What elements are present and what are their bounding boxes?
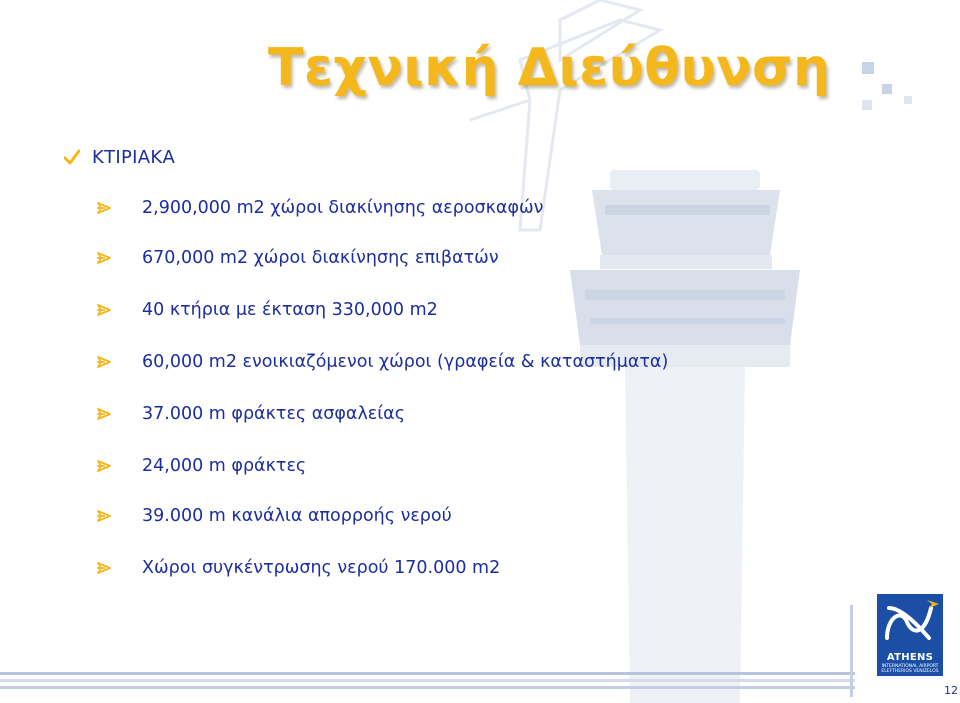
list-item-text: 60,000 m2 ενοικιαζόμενοι χώροι (γραφεία & καταστήματα)	[142, 352, 669, 372]
list-item-text: 40 κτήρια με έκταση 330,000 m2	[142, 300, 438, 320]
plane-icon	[96, 250, 112, 266]
plane-icon	[96, 354, 112, 370]
list-item	[96, 500, 452, 532]
decorative-bar	[0, 686, 855, 689]
plane-icon	[96, 458, 112, 474]
list-item	[96, 242, 499, 274]
logo-subtitle: ELEFTHERIOS VENIZELOS	[881, 669, 939, 674]
decorative-square	[862, 100, 872, 110]
decorative-bar	[0, 672, 855, 675]
decorative-square	[862, 62, 874, 74]
plane-icon	[96, 200, 112, 216]
list-item-text: 39.000 m κανάλια απορροής νερού	[142, 506, 452, 526]
list-item	[96, 346, 668, 378]
list-item-text: 37.000 m φράκτες ασφαλείας	[142, 404, 405, 424]
list-item	[96, 552, 500, 584]
plane-icon	[96, 560, 112, 576]
list-item-text: 24,000 m φράκτες	[142, 456, 307, 476]
plane-icon	[96, 508, 112, 524]
athens-airport-logo	[877, 594, 943, 676]
check-icon	[64, 149, 80, 165]
list-item-text: 2,900,000 m2 χώροι διακίνησης αεροσκαφών	[142, 198, 544, 218]
plane-icon	[96, 406, 112, 422]
decorative-square	[882, 84, 892, 94]
page-number: 12	[944, 684, 958, 697]
list-item	[96, 450, 306, 482]
list-item	[96, 398, 405, 430]
section-label: ΚΤΙΡΙΑΚΑ	[92, 146, 176, 168]
slide-title: Τεχνική Διεύθυνση	[268, 38, 831, 98]
athens-airport-logo-icon	[877, 594, 943, 650]
list-item-text: Χώροι συγκέντρωσης νερού 170.000 m2	[142, 558, 501, 578]
list-item	[96, 294, 438, 326]
logo-subtitle: INTERNATIONAL AIRPORT	[881, 664, 939, 669]
decorative-bar	[850, 605, 853, 697]
list-item	[96, 192, 543, 224]
decorative-square	[904, 96, 912, 104]
section-heading	[64, 143, 175, 171]
list-item-text: 670,000 m2 χώροι διακίνησης επιβατών	[142, 248, 499, 268]
decorative-bar	[0, 679, 855, 682]
logo-name: ATHENS	[886, 652, 934, 663]
plane-icon	[96, 302, 112, 318]
